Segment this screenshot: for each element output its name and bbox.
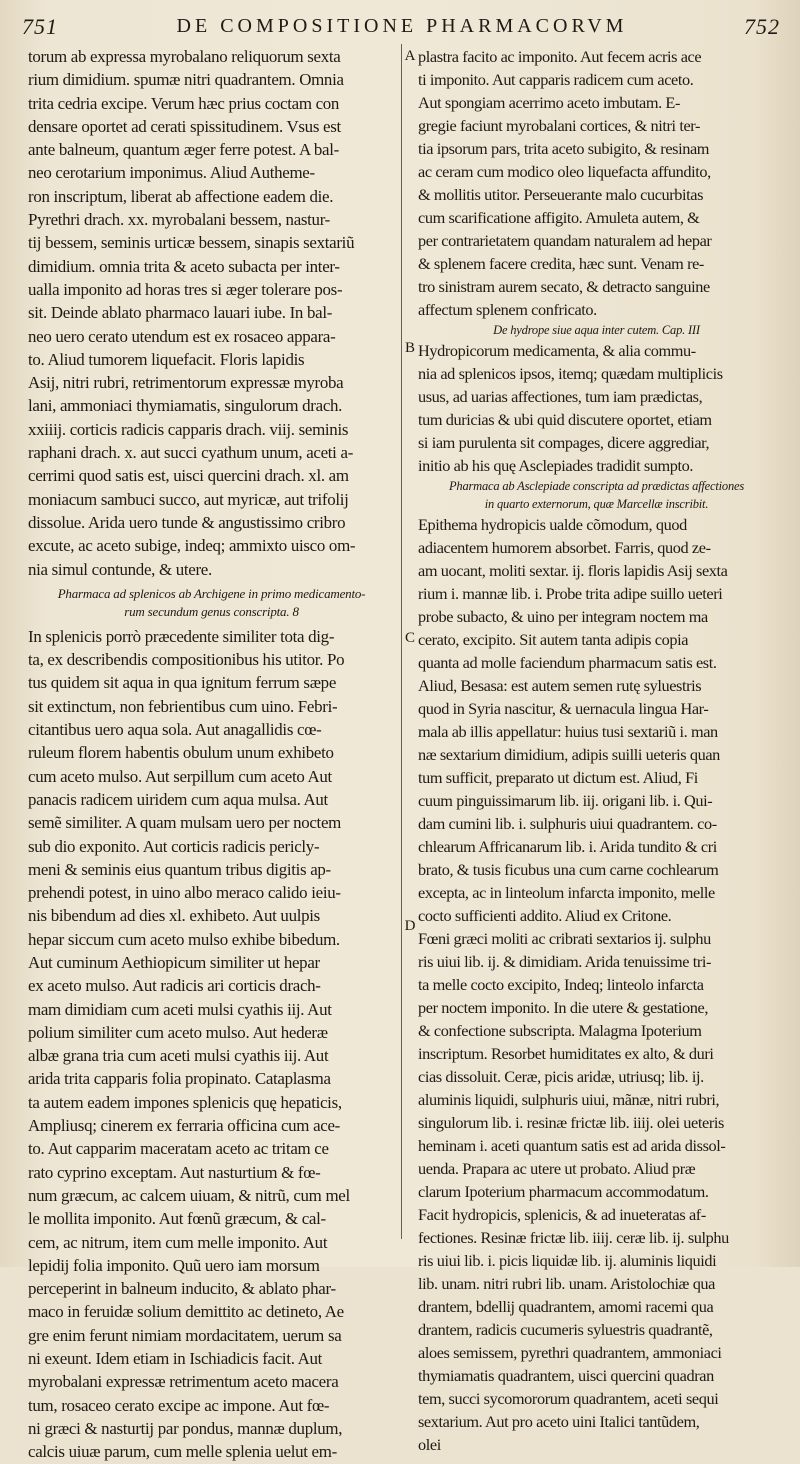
text-line: Aut spongiam acerrimo aceto imbutam. E- [418, 93, 681, 112]
left-paragraph-2 [28, 208, 395, 581]
right-page-number: 752 [744, 14, 780, 39]
text-line: olei [418, 1435, 441, 1454]
text-line: gre enim ferunt nimiam mordacitatem, uerum sa [28, 1325, 342, 1345]
text-line: Epithema hydropicis ualde cõmodum, quod [418, 515, 687, 534]
text-line: initio ab his quę Asclepiades tradidit sumpto. [418, 456, 694, 475]
text-line: Pyrethri drach. xx. myrobalani bessem, nastur- [28, 210, 331, 230]
heading-line: Pharmaca ab Asclepiade conscripta ad prædictas affectiones [448, 479, 745, 493]
text-line: aluminis liquidi, sulphuris uiui, mãnæ, nitri rubri, [418, 1090, 720, 1109]
text-line: heminam i. aceti quantum satis est ad arida dissol- [418, 1136, 726, 1155]
text-line: singulorum lib. i. resinæ frictæ lib. iiij. olei ueteris [418, 1113, 724, 1132]
text-line: trita cedria excipe. Verum hæc prius coctam con [28, 93, 340, 113]
text-line: aloes semissem, pyrethri quadrantem, ammoniaci [418, 1343, 722, 1362]
text-line: nis bibendum ad dies xl. exhibeto. Aut uulpis [28, 906, 320, 926]
text-line: nia simul contunde, & utere. [28, 559, 212, 579]
heading-line: Pharmaca ad splenicos ab Archigene in primo medicamento- [57, 585, 366, 601]
text-line: dimidium. omnia trita & aceto subacta per inter- [28, 256, 340, 276]
text-line: myrobalani expressæ retrimentum aceto macera [28, 1372, 339, 1392]
column-divider [401, 44, 402, 1239]
text-line: tum, rosaceo cerato excipe ac impone. Aut fœ- [28, 1395, 330, 1415]
text-line: neo uero cerato utendum est ex rosaceo appara- [28, 326, 336, 346]
text-line: & mollitis utitor. Perseuerante malo cucurbitas [418, 185, 704, 204]
text-line: cerrimi quod satis est, uisci quercini drach. xl. am [28, 466, 349, 486]
text-line: cerato, excipito. Sit autem tanta adipis copia [418, 630, 689, 649]
heading-line: in quarto externorum, quæ Marcellæ inscribit. [484, 497, 709, 511]
text-line: rato cyprino exceptam. Aut nasturtium & fœ- [28, 1162, 321, 1182]
text-line: ruleum florem habentis obulum unum exhibeto [28, 743, 334, 763]
text-line: cias dissoluit. Ceræ, picis aridæ, utriusq; lib. ij. [418, 1067, 704, 1086]
text-line: arida trita capparis folia propinato. Cataplasma [28, 1069, 331, 1089]
text-line: citantibus uero aqua sola. Aut anagallidis cœ- [28, 720, 322, 740]
text-line: xxiiij. corticis radicis capparis drach. viij. seminis [28, 419, 349, 439]
right-paragraph-1 [418, 45, 775, 321]
running-title: DE COMPOSITIONE PHARMACORVM [176, 15, 628, 37]
text-line: tro sinistram aurem secato, & detracto sanguine [418, 277, 710, 296]
left-page-number: 751 [22, 14, 58, 39]
heading-line: De hydrope siue aqua inter cutem. Cap. III [493, 323, 700, 337]
text-line: dissolue. Arida uero tunde & angustissimo cribro [28, 512, 346, 532]
left-column [28, 45, 395, 1464]
text-line: semẽ similiter. A quam mulsam uero per noctem [28, 813, 341, 833]
right-chapter-heading [418, 321, 775, 339]
text-line: & confectione subscripta. Malagma Ipoterium [418, 1021, 702, 1040]
text-line: prehendi potest, in uino albo meraco calido ieiu- [28, 883, 341, 903]
text-line: tum duricias & ubi quid discutere oportet, etiam [418, 410, 712, 429]
text-line: rium i. mannæ lib. i. Probe trita adipe suillo ueteri [418, 584, 723, 603]
text-line: mam dimidiam cum aceti mulsi cyathis iij. Aut [28, 999, 332, 1019]
text-line: quanta ad molle faciendum pharmacum satis est. [418, 653, 717, 672]
text-line: Hydropicorum medicamenta, & alia commu- [418, 341, 696, 360]
heading-line: rum secundum genus conscripta. 8 [124, 603, 299, 619]
right-paragraph-2 [418, 339, 775, 477]
text-line: Aliud, Besasa: est autem semen rutę syluestris [418, 676, 702, 695]
text-line: perceperint in balneum inducito, & ablato phar- [28, 1279, 336, 1299]
margin-letter-d: D [404, 918, 416, 934]
text-line: fectiones. Resinæ frictæ lib. iiij. ceræ lib. ij. sulphu [418, 1228, 729, 1247]
text-line: plastra facito ac imponito. Aut fecem acris ace [418, 47, 702, 66]
text-line: cuum pinguissimarum lib. iij. origani lib. i. Qui- [418, 791, 713, 810]
text-line: am uocant, moliti sextar. ij. floris lapidis Asij sexta [418, 561, 728, 580]
text-line: Facit hydropicis, splenicis, & ad inueteratas af- [418, 1205, 706, 1224]
text-line: & splenem facere credita, hæc sunt. Venam re- [418, 254, 704, 273]
margin-letter-c: C [404, 630, 415, 646]
text-line: ta autem eadem impones splenicis quę hepaticis, [28, 1092, 342, 1112]
text-line: adiacentem humorem absorbet. Farris, quod ze- [418, 538, 711, 557]
text-line: calcis uiuæ parum, cum melle splenia uelut em- [28, 1442, 337, 1462]
text-line: næ sextarium dimidium, adipis suilli ueteris quan [418, 745, 720, 764]
text-line: polium similiter cum aceto mulso. Aut hederæ [28, 1022, 328, 1042]
text-line: num græcum, ac calcem uiuam, & nitrũ, cum mel [28, 1185, 350, 1205]
text-line: drantem, radicis cucumeris syluestris quadrantẽ, [418, 1320, 713, 1339]
text-line: ni exeunt. Idem etiam in Ischiadicis facit. Aut [28, 1349, 323, 1369]
text-line: cem, ac nitrum, item cum melle imponito. Aut [28, 1232, 328, 1252]
text-line: lepidij folia imponito. Quũ uero iam morsum [28, 1255, 320, 1275]
text-line: raphani drach. x. aut succi cyathum unum, aceti a- [28, 443, 354, 463]
text-line: lib. unam. nitri rubri lib. unam. Aristolochiæ qua [418, 1274, 715, 1293]
text-line: brato, & tusis ficubus una cum carne cochlearum [418, 860, 719, 879]
margin-letter-b: B [404, 340, 415, 356]
text-line: tum sufficit, preparato ut dictum est. Aliud, Fi [418, 768, 698, 787]
right-paragraph-5 [418, 927, 775, 1456]
text-line: maco in feruidæ solium demittito ac detineto, Ae [28, 1302, 344, 1322]
text-line: inscriptum. Resorbet humiditates ex alto, & duri [418, 1044, 714, 1063]
text-line: panacis radicem uiridem cum aqua mulsa. Aut [28, 789, 328, 809]
text-line: cum scarificatione affigito. Amuleta autem, & [418, 208, 700, 227]
text-line: ualla imponito ad horas tres si æger tolerare pos- [28, 279, 343, 299]
text-line: Fœni græci moliti ac cribrati sextarios ij. sulphu [418, 929, 711, 948]
text-line: moniacum sambuci succo, aut myricæ, aut trifolij [28, 489, 349, 509]
text-line: per noctem imponito. In die utere & gestatione, [418, 998, 709, 1017]
text-line: le mollita imponito. Aut fœnũ græcum, & cal- [28, 1209, 326, 1229]
text-line: ac ceram cum modico oleo liquefacta affundito, [418, 162, 711, 181]
text-line: meni & seminis eius quantum tribus digitis ap- [28, 859, 331, 879]
text-line: to. Aliud tumorem liquefacit. Floris lapidis [28, 349, 305, 369]
left-paragraph-3 [28, 625, 395, 1464]
text-line: excute, ac aceto subige, indeq; ammixto uisco om- [28, 536, 356, 556]
text-line: rium dimidium. spumæ nitri quadrantem. Omnia [28, 70, 344, 90]
text-line: sub dio exponito. Aut corticis radicis pericly- [28, 836, 320, 856]
right-paragraph-3 [418, 513, 775, 674]
text-line: ni græci & nasturtij par pondus, mannæ duplum, [28, 1418, 343, 1438]
right-section-heading [418, 477, 775, 513]
page-header [18, 14, 786, 42]
margin-letter-a: A [404, 48, 416, 64]
text-line: cum aceto mulso. Aut serpillum cum aceto Aut [28, 766, 332, 786]
text-line: per contrarietatem quandam naturalem ad hepar [418, 231, 712, 250]
text-line: probe subacto, & uino per integram noctem ma [418, 607, 708, 626]
text-line: neo cerotarium imponimus. Aliud Autheme- [28, 163, 315, 183]
text-line: sextarium. Aut pro aceto uini Italici tantũdem, [418, 1412, 700, 1431]
text-line: chlearum Affricanarum lib. i. Arida tundito & cri [418, 837, 717, 856]
text-line: tem, succi sycomororum quadrantem, aceti sequi [418, 1389, 719, 1408]
text-line: sit extinctum, non febrientibus cum uino. Febri- [28, 696, 338, 716]
text-line: tus quidem sit aqua in qua ignitum ferrum sæpe [28, 673, 337, 693]
text-line: Aut cuminum Aethiopicum similiter ut hepar [28, 952, 320, 972]
text-line: ron inscriptum, liberat ab affectione eadem die. [28, 186, 334, 206]
text-line: tij bessem, seminis urticæ bessem, sinapis sextariũ [28, 233, 355, 253]
text-line: ta melle cocto excipito, Indeq; linteolo infarcta [418, 975, 704, 994]
text-line: ante balneum, quantum æger ferre potest. A bal- [28, 140, 339, 160]
text-line: excepta, ac in linteolum infarcta imponito, melle [418, 883, 715, 902]
left-paragraph-1 [28, 45, 395, 208]
text-line: affectum splenem confricato. [418, 300, 597, 319]
text-line: tia ipsorum pars, trita aceto subigito, & resinam [418, 139, 710, 158]
text-line: Asij, nitri rubri, retrimentorum expressæ myroba [28, 373, 344, 393]
text-line: drantem, bdellij quadrantem, amomi racemi qua [418, 1297, 714, 1316]
text-line: si iam purulenta sit compages, dicere aggrediar, [418, 433, 710, 452]
text-line: torum ab expressa myrobalano reliquorum sexta [28, 47, 341, 66]
text-line: Ampliusq; cinerem ex ferraria officina cum ace- [28, 1116, 340, 1136]
text-line: ris uiui lib. i. picis liquidæ lib. ij. aluminis liquidi [418, 1251, 717, 1270]
text-line: usus, ad uarias affectiones, tum iam prædictas, [418, 387, 703, 406]
text-line: sit. Deinde ablato pharmaco lauari iube. In bal- [28, 303, 333, 323]
right-column [418, 45, 775, 1456]
text-line: ti imponito. Aut capparis radicem cum aceto. [418, 70, 694, 89]
text-line: uenda. Prapara ac utere ut probato. Aliud præ [418, 1159, 696, 1178]
text-line: thymiamatis quadrantem, uisci quercini quadran [418, 1366, 714, 1385]
text-line: quod in Syria nascitur, & uernacula lingua Har- [418, 699, 709, 718]
right-paragraph-4 [418, 674, 775, 927]
text-line: mala ab illis appellatur: huius tusi sextariũ i. man [418, 722, 718, 741]
text-line: ex aceto mulso. Aut radicis ari corticis drach- [28, 976, 321, 996]
text-line: ris uiui lib. ij. & dimidiam. Arida tenuissime tri- [418, 952, 711, 971]
text-line: cocto sufficienti addito. Aliud ex Critone. [418, 906, 672, 925]
text-line: lani, ammoniaci thymiamatis, singulorum drach. [28, 396, 343, 416]
text-line: to. Aut capparim maceratam aceto ac tritam ce [28, 1139, 329, 1159]
text-line: ta, ex describendis compositionibus his utitor. Po [28, 650, 345, 670]
text-line: clarum Ipoterium pharmacum accommodatum. [418, 1182, 709, 1201]
text-line: In splenicis porrò præcedente similiter tota dig- [28, 626, 335, 646]
text-line: densare oportet ad cerati spissitudinem. Vsus est [28, 116, 341, 136]
text-line: dam cumini lib. i. sulphuris uiui quadrantem. co- [418, 814, 717, 833]
text-line: albæ grana tria cum aceti mulsi cyathis iij. Aut [28, 1046, 329, 1066]
text-line: hepar siccum cum aceto mulso exhibe bibedum. [28, 929, 340, 949]
text-line: nia ad splenicos ipsos, itemq; quædam multiplicis [418, 364, 723, 383]
left-section-heading [28, 585, 395, 621]
text-line: gregie faciunt myrobalani cortices, & nitri ter- [418, 116, 701, 135]
